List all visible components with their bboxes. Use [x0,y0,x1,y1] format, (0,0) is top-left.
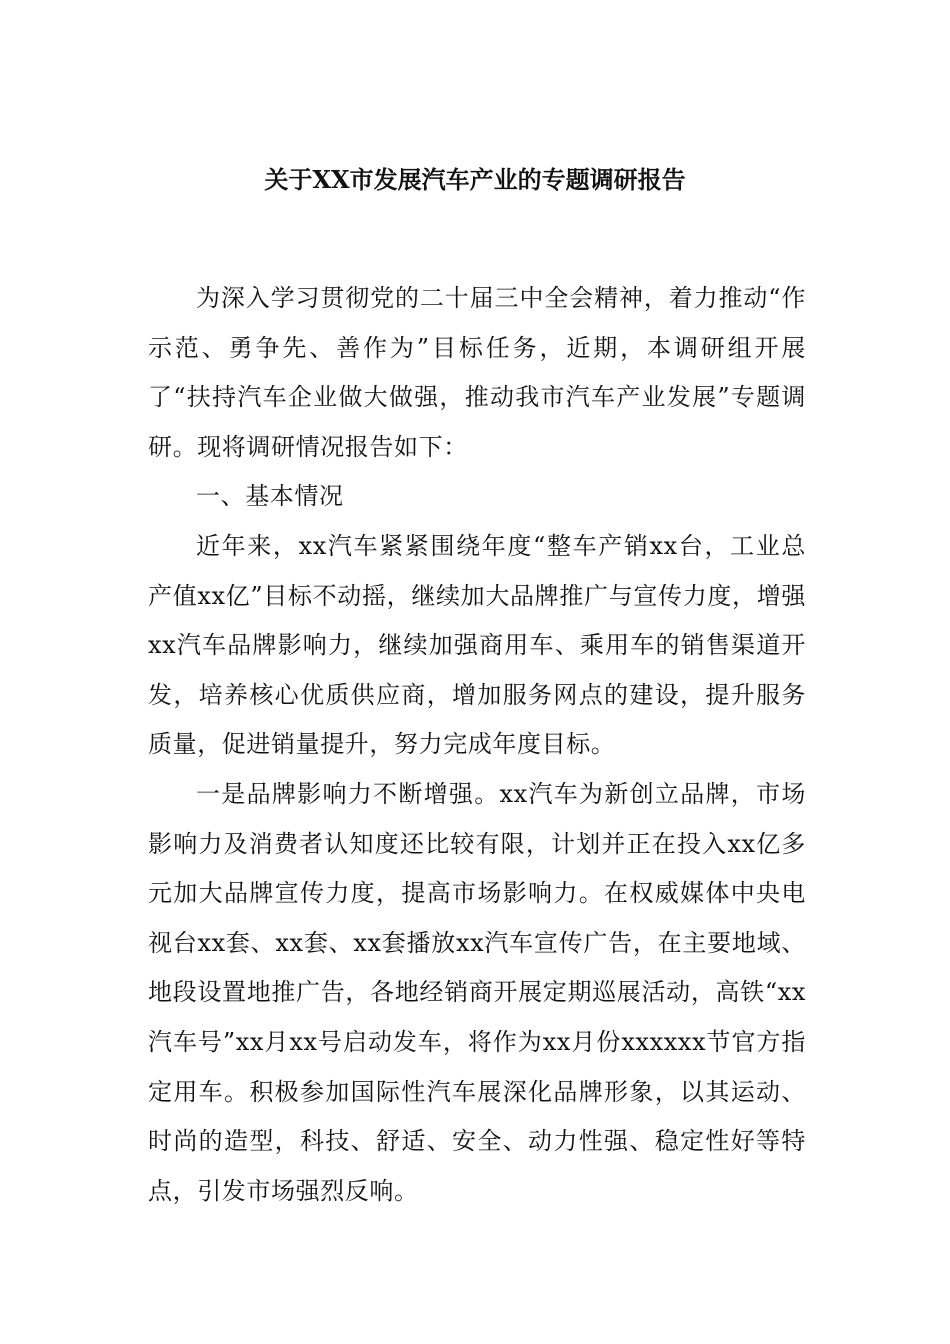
section-heading: 一、基本情况 [196,482,344,511]
document-title: 关于XX市发展汽车产业的专题调研报告 [264,165,686,194]
overview-paragraph: 近年来，xx汽车紧紧围绕年度“整车产销xx台，工业总产值xx亿”目标不动摇，继续加大品牌推广与宣传力度，增强xx汽车品牌影响力，继续加强商用车、乘用车的销售渠道开发，培养核心优质供应商，增加服务网点的建设，提升服务质量，促进销量提升，努力完成年度目标。 [148,531,806,759]
document-body [148,274,806,1216]
brand-paragraph: 一是品牌影响力不断增强。xx汽车为新创立品牌，市场影响力及消费者认知度还比较有限，计划并正在投入xx亿多元加大品牌宣传力度，提高市场影响力。在权威媒体中央电视台xx套、xx套、xx套播放xx汽车宣传广告，在主要地域、地段设置地推广告，各地经销商开展定期巡展活动，高铁“xx汽车号”xx月xx号启动发车，将作为xx月份xxxxxx节官方指定用车。积极参加国际性汽车展深化品牌形象，以其运动、时尚的造型，科技、舒适、安全、动力性强、稳定性好等特点，引发市场强烈反响。 [148,779,806,1205]
intro-paragraph: 为深入学习贯彻党的二十届三中全会精神，着力推动“作示范、勇争先、善作为”目标任务，近期，本调研组开展了“扶持汽车企业做大做强，推动我市汽车产业发展”专题调研。现将调研情况报告如下： [148,284,806,461]
